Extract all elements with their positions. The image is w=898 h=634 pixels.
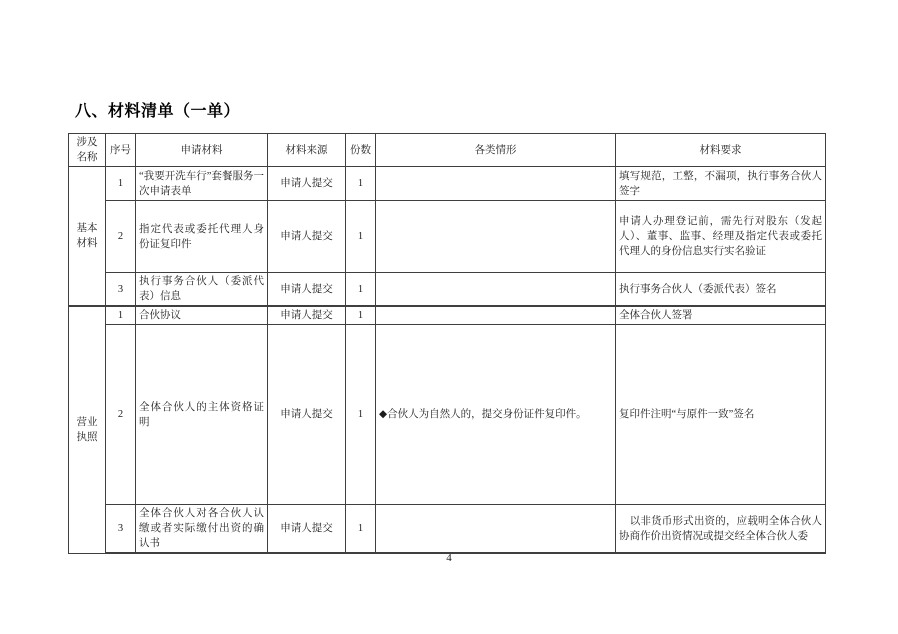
- cell-material: 全体合伙人对各合伙人认缴或者实际缴付出资的确认书: [136, 505, 268, 554]
- cell-index: 2: [106, 201, 136, 273]
- table-row: [69, 505, 826, 554]
- page-number: 4: [446, 552, 452, 564]
- column-header-material: 申请材料: [136, 134, 268, 167]
- column-header-index: 序号: [106, 134, 136, 167]
- cell-copies: 1: [346, 325, 376, 505]
- cell-situations: [376, 167, 616, 201]
- materials-table: [68, 133, 826, 554]
- cell-copies: 1: [346, 201, 376, 273]
- table-header-row: [69, 134, 826, 167]
- column-header-source: 材料来源: [268, 134, 346, 167]
- cell-situations: ◆合伙人为自然人的，提交身份证件复印件。: [376, 325, 616, 505]
- cell-index: 1: [106, 306, 136, 325]
- cell-index: 2: [106, 325, 136, 505]
- cell-source: 申请人提交: [268, 167, 346, 201]
- cell-material: 指定代表或委托代理人身份证复印件: [136, 201, 268, 273]
- cell-situations: [376, 201, 616, 273]
- column-header-requirements: 材料要求: [616, 134, 826, 167]
- cell-material: “我要开洗车行”套餐服务一次申请表单: [136, 167, 268, 201]
- cell-source: 申请人提交: [268, 505, 346, 554]
- cell-index: 3: [106, 505, 136, 554]
- cell-index: 3: [106, 273, 136, 307]
- cell-situations: [376, 505, 616, 554]
- table-row: [69, 325, 826, 505]
- group-label-business-license: 营业执照: [69, 306, 106, 553]
- cell-requirements: 全体合伙人签署: [616, 306, 826, 325]
- cell-copies: 1: [346, 167, 376, 201]
- group-label-basic-materials: 基本材料: [69, 167, 106, 307]
- cell-source: 申请人提交: [268, 201, 346, 273]
- cell-requirements: 以非货币形式出资的，应载明全体合伙人协商作价出资情况或提交经全体合伙人委: [616, 505, 826, 554]
- column-header-copies: 份数: [346, 134, 376, 167]
- cell-copies: 1: [346, 273, 376, 307]
- cell-material: 执行事务合伙人（委派代表）信息: [136, 273, 268, 307]
- cell-source: 申请人提交: [268, 273, 346, 307]
- cell-material: 合伙协议: [136, 306, 268, 325]
- cell-material: 全体合伙人的主体资格证明: [136, 325, 268, 505]
- table-row: [69, 273, 826, 307]
- cell-requirements: 执行事务合伙人（委派代表）签名: [616, 273, 826, 307]
- cell-copies: 1: [346, 306, 376, 325]
- cell-copies: 1: [346, 505, 376, 554]
- cell-source: 申请人提交: [268, 306, 346, 325]
- section-title: 八、材料清单（一单）: [75, 103, 241, 120]
- cell-source: 申请人提交: [268, 325, 346, 505]
- cell-situations: [376, 306, 616, 325]
- cell-requirements: 复印件注明“与原件一致”签名: [616, 325, 826, 505]
- column-header-category: 涉及名称: [69, 134, 106, 167]
- cell-situations: [376, 273, 616, 307]
- cell-requirements: 填写规范，工整，不漏项，执行事务合伙人签字: [616, 167, 826, 201]
- table-row: [69, 306, 826, 325]
- column-header-situations: 各类情形: [376, 134, 616, 167]
- cell-index: 1: [106, 167, 136, 201]
- table-row: [69, 167, 826, 201]
- table-row: [69, 201, 826, 273]
- cell-requirements: 申请人办理登记前，需先行对股东（发起人）、董事、监事、经理及指定代表或委托代理人的身份信息实行实名验证: [616, 201, 826, 273]
